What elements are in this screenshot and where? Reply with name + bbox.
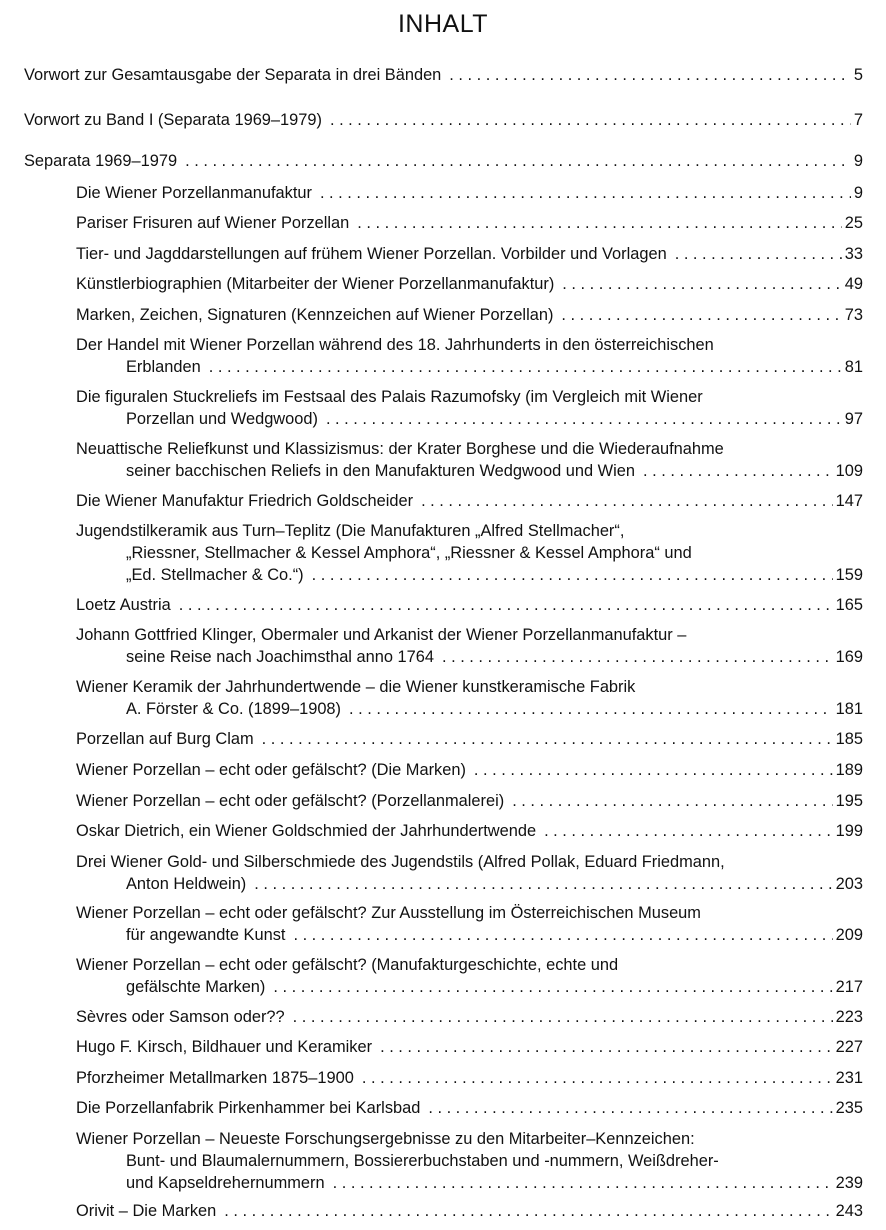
toc-line xyxy=(76,542,863,564)
toc-line xyxy=(24,109,863,131)
dot-leader xyxy=(262,728,833,750)
toc-entry-title: „Ed. Stellmacher & Co.“) xyxy=(126,566,304,584)
toc-line xyxy=(76,676,863,698)
toc-entry-title: Porzellan und Wedgwood) xyxy=(126,410,318,428)
page-number: 203 xyxy=(835,875,863,893)
toc-entry-title: Vorwort zur Gesamtausgabe der Separata in drei Bänden xyxy=(24,66,442,84)
toc-entry-title: Porzellan auf Burg Clam xyxy=(76,730,254,748)
toc-entry xyxy=(76,386,863,430)
toc-entry-title: und Kapseldrehernummern xyxy=(126,1174,325,1192)
page-number: 217 xyxy=(835,978,863,996)
toc-line xyxy=(76,273,863,295)
dot-leader xyxy=(179,594,833,616)
dot-leader xyxy=(675,243,842,265)
dot-leader xyxy=(544,820,833,842)
dot-leader xyxy=(561,304,841,326)
toc-entry-title: Johann Gottfried Klinger, Obermaler und Arkanist der Wiener Porzellanmanufaktur – xyxy=(76,626,687,644)
toc-line xyxy=(76,304,863,326)
toc-entry xyxy=(76,243,863,265)
page-number: 223 xyxy=(835,1008,863,1026)
toc-line xyxy=(76,759,863,781)
toc-entry-title: Wiener Porzellan – echt oder gefälscht? (Porzellanmalerei) xyxy=(76,792,505,810)
toc-entry-title: Tier- und Jagddarstellungen auf frühem Wiener Porzellan. Vorbilder und Vorlagen xyxy=(76,245,667,263)
toc-entry-title: Die Porzellanfabrik Pirkenhammer bei Karlsbad xyxy=(76,1099,421,1117)
dot-leader xyxy=(185,150,851,172)
toc-line xyxy=(76,954,863,976)
toc-entry-title: Loetz Austria xyxy=(76,596,171,614)
toc-entry xyxy=(76,594,863,616)
toc-entry-title: Jugendstilkeramik aus Turn–Teplitz (Die Manufakturen „Alfred Stellmacher“, xyxy=(76,522,625,540)
toc-entry-title: Wiener Keramik der Jahrhundertwende – die Wiener kunstkeramische Fabrik xyxy=(76,678,636,696)
toc-line xyxy=(76,356,863,378)
toc-entry-title: Sèvres oder Samson oder?? xyxy=(76,1008,285,1026)
page-number: 147 xyxy=(835,492,863,510)
toc-entry-title: Separata 1969–1979 xyxy=(24,152,178,170)
toc-entry xyxy=(76,1067,863,1089)
toc-entry-title: Wiener Porzellan – Neueste Forschungsergebnisse zu den Mitarbeiter–Kennzeichen: xyxy=(76,1130,695,1148)
page-number: 189 xyxy=(835,761,863,779)
dot-leader xyxy=(357,212,841,234)
toc-line xyxy=(76,873,863,895)
page-number: 9 xyxy=(853,152,863,170)
toc-entry-title: Künstlerbiographien (Mitarbeiter der Wiener Porzellanmanufaktur) xyxy=(76,275,555,293)
toc-entry xyxy=(76,273,863,295)
page-number: 243 xyxy=(835,1202,863,1220)
toc-line xyxy=(76,1172,863,1194)
toc-entry xyxy=(76,820,863,842)
toc-entry-title: A. Förster & Co. (1899–1908) xyxy=(126,700,342,718)
toc-entry xyxy=(76,728,863,750)
toc-entry-title: Die Wiener Porzellanmanufaktur xyxy=(76,184,312,202)
dot-leader xyxy=(449,64,851,86)
toc-entry xyxy=(76,182,863,204)
toc-entry-title: Die Wiener Manufaktur Friedrich Goldscheider xyxy=(76,492,414,510)
toc-entry-title: Orivit – Die Marken xyxy=(76,1202,217,1220)
dot-leader xyxy=(442,646,833,668)
toc-line xyxy=(24,150,863,172)
toc-line xyxy=(76,520,863,542)
toc-entry xyxy=(76,624,863,668)
dot-leader xyxy=(293,1006,833,1028)
toc-entry-title: für angewandte Kunst xyxy=(126,926,286,944)
toc-line xyxy=(76,1006,863,1028)
page-number: 235 xyxy=(835,1099,863,1117)
page-number: 49 xyxy=(844,275,863,293)
page-number: 227 xyxy=(835,1038,863,1056)
toc-entry-title: Oskar Dietrich, ein Wiener Goldschmied der Jahrhundertwende xyxy=(76,822,537,840)
toc-line xyxy=(76,1036,863,1058)
toc-entry xyxy=(76,520,863,586)
page-number: 5 xyxy=(853,66,863,84)
dot-leader xyxy=(330,109,851,131)
toc-entry xyxy=(76,790,863,812)
toc-line xyxy=(76,820,863,842)
toc-line xyxy=(76,728,863,750)
toc-line xyxy=(76,438,863,460)
toc-line xyxy=(76,460,863,482)
toc-entry xyxy=(76,1006,863,1028)
dot-leader xyxy=(474,759,833,781)
toc-entry-title: Drei Wiener Gold- und Silberschmiede des Jugendstils (Alfred Pollak, Eduard Friedmann, xyxy=(76,853,725,871)
page-number: 231 xyxy=(835,1069,863,1087)
toc-entry xyxy=(76,1036,863,1058)
toc-entry-title: Pforzheimer Metallmarken 1875–1900 xyxy=(76,1069,354,1087)
toc-entry-title: seine Reise nach Joachimsthal anno 1764 xyxy=(126,648,434,666)
toc-line xyxy=(76,594,863,616)
toc-line xyxy=(76,182,863,204)
toc-entry xyxy=(24,109,863,131)
page-number: 73 xyxy=(844,306,863,324)
page-number: 97 xyxy=(844,410,863,428)
page-number: 159 xyxy=(835,566,863,584)
toc-entry xyxy=(76,851,863,895)
dot-leader xyxy=(512,790,832,812)
toc-line xyxy=(76,1200,863,1222)
dot-leader xyxy=(209,356,842,378)
toc-line xyxy=(76,1067,863,1089)
dot-leader xyxy=(643,460,833,482)
page-title: INHALT xyxy=(397,10,489,38)
toc-entry-title: Vorwort zu Band I (Separata 1969–1979) xyxy=(24,111,322,129)
toc-entry-title: Neuattische Reliefkunst und Klassizismus: der Krater Borghese und die Wiederaufnahme xyxy=(76,440,724,458)
toc-entry-title: Hugo F. Kirsch, Bildhauer und Keramiker xyxy=(76,1038,373,1056)
page-number: 239 xyxy=(835,1174,863,1192)
dot-leader xyxy=(320,182,851,204)
toc-entry xyxy=(76,676,863,720)
dot-leader xyxy=(293,924,832,946)
toc-entry xyxy=(24,64,863,86)
toc-line xyxy=(76,408,863,430)
page-number: 109 xyxy=(835,462,863,480)
dot-leader xyxy=(224,1200,832,1222)
dot-leader xyxy=(362,1067,833,1089)
page-number: 185 xyxy=(835,730,863,748)
toc-entry xyxy=(76,212,863,234)
toc-entry-title: „Riessner, Stellmacher & Kessel Amphora“, „Riessner & Kessel Amphora“ und xyxy=(126,544,692,562)
dot-leader xyxy=(254,873,832,895)
toc-line xyxy=(76,790,863,812)
page-number: 209 xyxy=(835,926,863,944)
toc-entry-title: seiner bacchischen Reliefs in den Manufakturen Wedgwood und Wien xyxy=(126,462,636,480)
toc-line xyxy=(76,646,863,668)
toc-line xyxy=(76,334,863,356)
toc-entry xyxy=(76,759,863,781)
toc-entry xyxy=(76,438,863,482)
dot-leader xyxy=(428,1097,832,1119)
page-number: 199 xyxy=(835,822,863,840)
toc-entry-title: Wiener Porzellan – echt oder gefälscht? Zur Ausstellung im Österreichischen Museum xyxy=(76,904,701,922)
toc-entry-title: Marken, Zeichen, Signaturen (Kennzeichen auf Wiener Porzellan) xyxy=(76,306,554,324)
toc-entry-title: Die figuralen Stuckreliefs im Festsaal des Palais Razumofsky (im Vergleich mit Wiener xyxy=(76,388,703,406)
toc-entry-title: Anton Heldwein) xyxy=(126,875,247,893)
toc-line xyxy=(76,924,863,946)
toc-entry xyxy=(76,902,863,946)
toc-entry xyxy=(76,490,863,512)
page-number: 9 xyxy=(853,184,863,202)
toc-line xyxy=(76,902,863,924)
dot-leader xyxy=(380,1036,833,1058)
toc-entry-title: Pariser Frisuren auf Wiener Porzellan xyxy=(76,214,350,232)
toc-entry xyxy=(76,334,863,378)
toc-entry-title: Bunt- und Blaumalernummern, Bossiererbuchstaben und -nummern, Weißdreher- xyxy=(126,1152,719,1170)
toc-entry-title: Wiener Porzellan – echt oder gefälscht? (Manufakturgeschichte, echte und xyxy=(76,956,619,974)
toc-entry xyxy=(76,954,863,998)
toc-line xyxy=(76,212,863,234)
toc-entry xyxy=(76,1200,863,1222)
dot-leader xyxy=(349,698,833,720)
page-number: 33 xyxy=(844,245,863,263)
toc-entry xyxy=(76,1097,863,1119)
page-number: 81 xyxy=(844,358,863,376)
toc-line xyxy=(76,243,863,265)
toc-entry xyxy=(24,150,863,172)
page-number: 169 xyxy=(835,648,863,666)
page-number: 181 xyxy=(835,700,863,718)
toc-line xyxy=(76,386,863,408)
dot-leader xyxy=(312,564,833,586)
toc-entry-title: Erblanden xyxy=(126,358,201,376)
dot-leader xyxy=(562,273,841,295)
toc-line xyxy=(76,490,863,512)
toc-entry xyxy=(76,1128,863,1194)
toc-line xyxy=(76,1128,863,1150)
toc-line xyxy=(76,976,863,998)
toc-line xyxy=(76,1097,863,1119)
toc-line xyxy=(76,851,863,873)
toc-line xyxy=(76,698,863,720)
page-number: 195 xyxy=(835,792,863,810)
dot-leader xyxy=(333,1172,833,1194)
toc-entry-title: gefälschte Marken) xyxy=(126,978,266,996)
toc-line xyxy=(76,1150,863,1172)
dot-leader xyxy=(326,408,842,430)
toc-entry-title: Der Handel mit Wiener Porzellan während des 18. Jahrhunderts in den österreichischen xyxy=(76,336,714,354)
page-number: 25 xyxy=(844,214,863,232)
page-number: 7 xyxy=(853,111,863,129)
dot-leader xyxy=(273,976,832,998)
toc-line xyxy=(76,624,863,646)
page-number: 165 xyxy=(835,596,863,614)
toc-entry xyxy=(76,304,863,326)
dot-leader xyxy=(421,490,833,512)
toc-entry-title: Wiener Porzellan – echt oder gefälscht? (Die Marken) xyxy=(76,761,466,779)
toc-line xyxy=(76,564,863,586)
toc-line xyxy=(24,64,863,86)
